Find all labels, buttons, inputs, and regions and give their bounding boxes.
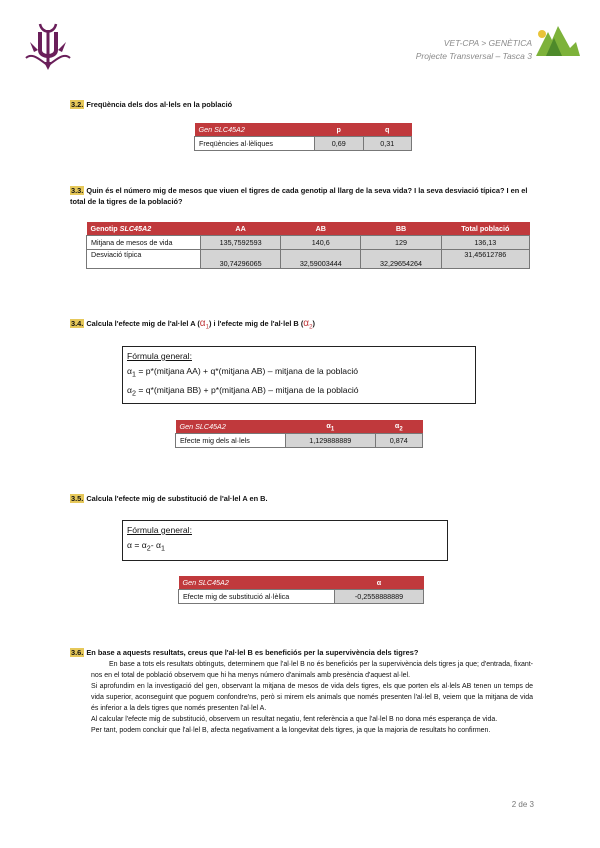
formula-symbol: α [127,366,132,376]
cell-alpha: -0,2558888889 [335,590,424,604]
cell-sd-total: 31,45612786 [441,250,529,269]
section-number: 3.6. [71,648,84,657]
table-header-aa: AA [201,222,281,236]
formula-symbol: α [127,384,132,395]
section-number: 3.4. [71,319,84,328]
formula-line [127,538,443,557]
row-label: Desviació típica [87,250,201,269]
table-header-alpha2 [375,420,422,434]
page-number: 2 de 3 [511,800,534,809]
section-3-4-heading [70,318,315,332]
section-title: Calcula l'efecte mig de substitució de l'al·lel A en B. [86,494,268,503]
row-label: Efecte mig dels al·lels [176,434,286,448]
table-header-genotype [87,222,201,236]
title-part-2: ) i l'efecte mig de l'al·lel B ( [209,319,304,328]
cell-alpha1: 1,129888889 [286,434,376,448]
section-title: Freqüència dels dos al·lels en la població [86,100,233,109]
table-header-p: p [315,123,364,137]
cell-sd-ab: 32,59003444 [281,250,361,269]
formula-subscript: 1 [160,544,165,553]
section-number: 3.3. [71,186,84,195]
formula-subscript: 2 [146,544,151,553]
university-logo [16,20,80,72]
section-3-5-heading [70,493,268,504]
formula-text: = p*(mitjana AA) + q*(mitjana AB) – mitjana de la població [135,366,359,376]
row-label: Freqüències al·lèliques [195,137,315,151]
alpha-symbol: α [326,420,331,430]
table-header-gene: Gen SLC45A2 [176,420,286,434]
formula-part-1: α = α [127,540,147,550]
answer-paragraph-1: En base a tots els resultats obtinguts, determinem que l'al·lel B no és beneficiós per la supervivència dels tigres ja que; d'entrada, fixant-nos en el total de població observem que hi ha menys número d'animals amb presència d'aquest al·lel. [91,661,533,679]
title-part-1: Calcula l'efecte mig de l'al·lel A ( [86,319,200,328]
section-number: 3.5. [71,494,84,503]
allele-effect-table [175,420,423,448]
cell-mean-bb: 129 [361,236,441,250]
alpha-subscript: 1 [205,323,209,331]
cell-mean-total: 136,13 [441,236,529,250]
cell-mean-aa: 135,7592593 [201,236,281,250]
lifespan-table [86,222,530,269]
cell-mean-ab: 140,6 [281,236,361,250]
section-3-6-heading [70,647,536,658]
section-3-3-heading [70,185,536,207]
formula-title: Fórmula general: [127,525,192,535]
cell-p: 0,69 [315,137,364,151]
answer-paragraph-2: Si aprofundim en la investigació del gen, observant la mitjana de mesos de vida dels tigres, els que porten els al·lels AB tenen un temps de vida superior, aconseguint que poguem confondre'ns, però si mirem els animals que només presenten l'al·lel B, veiem que la mitjana de vida és inferior a la dels tigres que només presenten l'al·lel A. [91,683,533,712]
alpha-subscript: 2 [399,426,403,433]
cell-q: 0,31 [363,137,412,151]
alpha-symbol: α [303,318,310,329]
gene-name: SLC45A2 [119,224,152,233]
table-header-ab: AB [281,222,361,236]
cell-sd-bb: 32,29654264 [361,250,441,269]
section-number: 3.2. [71,100,84,109]
formula-subscript: 1 [131,370,136,379]
section-title: Quin és el número mig de mesos que viuen el tigres de cada genotip al llarg de la seva vida? I la seva desviació típica? I en el total de la tigres de la població? [70,186,528,206]
formula-part-2: - α [150,540,161,550]
section-3-2-heading [70,99,232,110]
table-header-bb: BB [361,222,441,236]
substitution-effect-table [178,576,424,604]
alpha-subscript: 1 [330,426,335,433]
formula-subscript: 2 [131,389,136,398]
alpha-subscript: 2 [309,323,313,331]
formula-line-2 [127,383,471,402]
section-title: En base a aquests resultats, creus que l'al·lel B es beneficiós per la supervivència dels tigres? [86,648,419,657]
header-course: VET-CPA > GENÈTICA [443,38,532,48]
alpha-symbol: α [199,318,206,329]
formula-box-3-4 [122,346,476,404]
table-header-alpha: α [335,576,424,590]
tree-logo [532,22,582,62]
table-header-gene: Gen SLC45A2 [179,576,335,590]
header-text [416,37,532,63]
formula-box-3-5 [122,520,448,561]
answer-3-6 [91,659,533,736]
answer-paragraph-4: Per tant, podem concluir que l'al·lel B, afecta negativament a la longevitat dels tigres, ja que la majoria de resultats ho confirmen. [91,727,491,734]
formula-text: = q*(mitjana BB) + p*(mitjana AB) – mitjana de la població [135,384,359,395]
allele-frequency-table [194,123,412,151]
table-header-gene: Gen SLC45A2 [195,123,315,137]
row-label: Efecte mig de substitució al·lèlica [179,590,335,604]
genotype-label: Genotip [90,224,120,233]
table-header-q: q [363,123,412,137]
table-header-alpha1 [286,420,376,434]
title-part-3: ) [312,319,315,328]
header-subtitle: Projecte Transversal – Tasca 3 [415,51,532,61]
alpha-symbol: α [394,420,400,430]
row-label: Mitjana de mesos de vida [87,236,201,250]
answer-paragraph-3: Al calcular l'efecte mig de substitució, observem un resultat negatiu, fent referència a que l'al·lel B no dona més esperança de vida. [91,716,498,723]
formula-line-1 [127,364,471,383]
cell-sd-aa: 30,74296065 [201,250,281,269]
formula-title: Fórmula general: [127,351,192,361]
cell-alpha2: 0,874 [375,434,422,448]
table-header-total: Total població [441,222,529,236]
